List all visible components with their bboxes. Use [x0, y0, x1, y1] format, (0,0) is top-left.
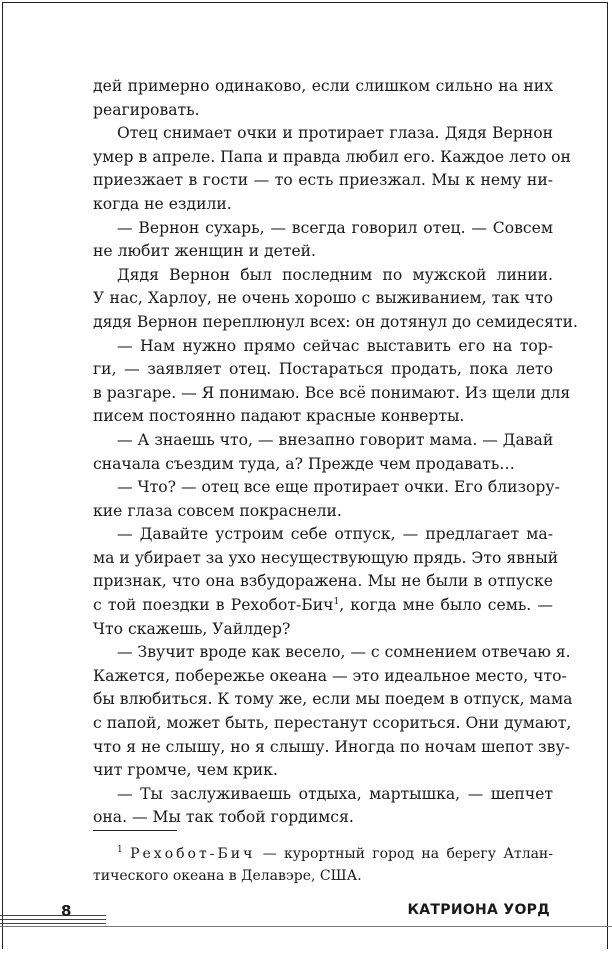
text-line: чит громче, чем крик. [93, 761, 278, 780]
running-head-author: КАТРИОНА УОРД [407, 902, 550, 918]
text-continuation: , когда мне было семь. — [339, 596, 553, 615]
text-line: Что скажешь, Уайлдер? [93, 619, 291, 638]
text-line: — Давайте устроим себе отпуск, — предлагает ма- [117, 525, 553, 544]
text-line: признак, что она взбудоражена. Мы не были в отпуске [93, 572, 553, 591]
footnote-divider [93, 830, 177, 831]
text-line: — А знаешь что, — внезапно говорит мама. — Давай [117, 430, 554, 449]
footnote-marker: 1 [333, 597, 340, 608]
footnote-line: тического океана в Делавэре, США. [93, 868, 362, 884]
text-line: приезжает в гости — то есть приезжал. Мы к нему ни- [93, 171, 553, 190]
text-line: ма и убирает за ухо несуществующую прядь. Это явный [93, 548, 559, 567]
text-line: она. — Мы так тобой гордимся. [93, 808, 354, 827]
text-line: — Нам нужно прямо сейчас выставить его на тор- [117, 336, 553, 355]
footnote-term: Рехобот-Бич [130, 846, 256, 862]
body-text [93, 75, 578, 830]
text-line: умер в апреле. Папа и правда любил его. Каждое лето он [93, 147, 571, 166]
text-line: дядя Вернон переплюнул всех: он дотянул до семидесяти. [93, 312, 578, 331]
text-line: с папой, может быть, перестанут ссориться. Они думают, [93, 714, 572, 733]
text-line: когда не ездили. [93, 194, 232, 213]
text-line: в разгаре. — Я понимаю. Все всё понимают. Из щели для [93, 383, 571, 402]
footer-baseline [0, 926, 612, 927]
footer-rule [0, 923, 106, 924]
footnote-number: 1 [117, 845, 123, 855]
text-line: Кажется, побережье океана — это идеальное место, что- [93, 666, 567, 685]
text-line: дей примерно одинаково, если слишком сильно на них [93, 77, 553, 95]
text-line: кие глаза совсем покраснели. [93, 501, 342, 520]
footnote-anchor-text: с той поездки в Рехобот-Бич [93, 596, 334, 615]
footnote-line [93, 843, 553, 865]
text-line [93, 594, 553, 618]
text-line: Дядя Вернон был последним по мужской линии. [117, 265, 553, 284]
text-line: — Звучит вроде как весело, — с сомнением отвечаю я. [117, 643, 571, 662]
footer-rule [0, 919, 106, 920]
footnote [93, 843, 553, 887]
footnote-text: — курортный город на берегу Атлан- [255, 846, 553, 862]
text-line: — Что? — отец все еще протирает очки. Его близору- [117, 478, 560, 497]
text-line: Отец снимает очки и протирает глаза. Дядя Вернон [117, 124, 553, 143]
text-line: — Ты заслуживаешь отдыха, мартышка, — шепчет [117, 784, 553, 803]
footer-rule [0, 915, 106, 916]
text-line: У нас, Харлоу, не очень хорошо с выживанием, так что [93, 289, 553, 308]
text-line: — Вернон сухарь, — всегда говорил отец. — Совсем [117, 218, 553, 237]
text-line: бы влюбиться. К тому же, если мы поедем в отпуск, мама [93, 690, 573, 709]
text-line: что я не слышу, но я слышу. Иногда по ночам шепот зву- [93, 737, 570, 756]
page-number: 8 [61, 902, 72, 920]
text-line: ги, — заявляет отец. Постараться продать, пока лето [93, 360, 553, 379]
text-line: не любит женщин и детей. [93, 242, 317, 261]
text-line: писем постоянно падают красные конверты. [93, 407, 465, 426]
text-line: реагировать. [93, 100, 200, 119]
text-line: сначала съездим туда, а? Прежде чем продавать… [93, 454, 515, 473]
